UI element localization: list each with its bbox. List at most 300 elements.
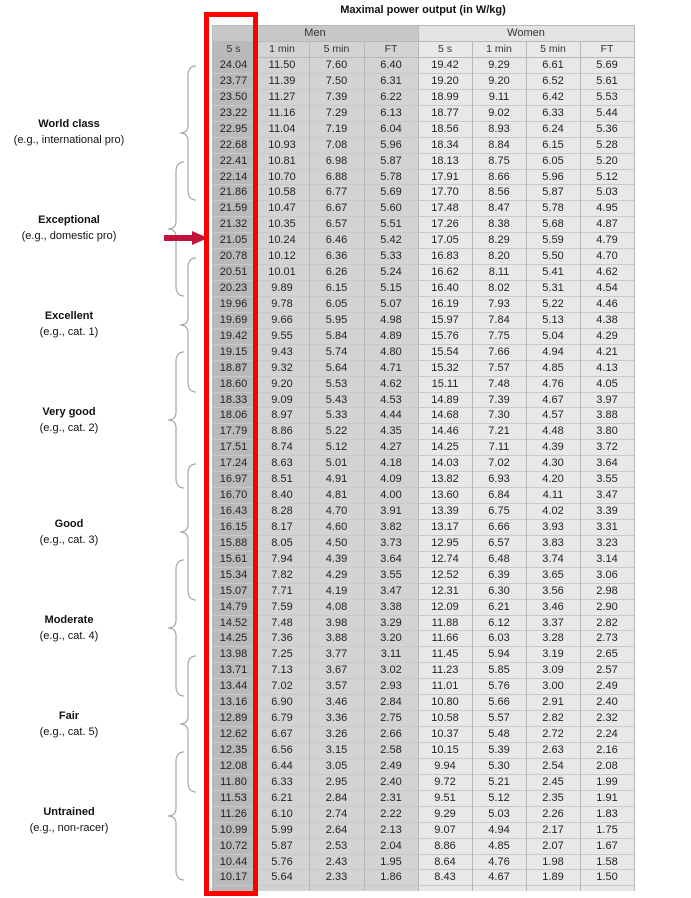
table-cell: 3.55 (380, 568, 402, 581)
category-brace (180, 258, 196, 392)
table-cell: 2.66 (380, 728, 402, 741)
table-cell: 11.66 (431, 632, 459, 645)
table-cell: 6.26 (325, 266, 348, 279)
table-cell: 4.39 (542, 441, 564, 454)
table-cell: 14.89 (431, 393, 459, 406)
table-cell: 4.62 (596, 266, 618, 279)
table-cell: 1.91 (596, 791, 618, 804)
category-label (0, 516, 138, 548)
table-cell: 2.58 (380, 743, 402, 756)
group-header-men: Men (304, 27, 326, 39)
column-header: 1 min (269, 43, 295, 55)
table-cell: 7.75 (488, 329, 510, 342)
table-cell: 2.16 (596, 743, 618, 756)
table-cell: 2.08 (596, 759, 618, 772)
table-cell: 5.24 (380, 266, 402, 279)
table-cell: 15.76 (431, 329, 459, 342)
table-cell: 14.46 (431, 425, 459, 438)
table-cell: 8.38 (488, 218, 510, 231)
table-cell: 16.15 (219, 520, 248, 533)
table-cell: 5.64 (271, 871, 293, 884)
table-cell: 7.02 (488, 457, 510, 470)
table-cell: 2.53 (325, 839, 348, 852)
category-label (0, 612, 138, 644)
table-cell: 4.13 (596, 361, 618, 374)
table-cell: 4.70 (596, 250, 618, 263)
table-cell: 3.38 (380, 600, 402, 613)
table-cell: 6.36 (325, 250, 348, 263)
table-cell: 19.96 (219, 297, 248, 310)
table-cell: 8.40 (271, 489, 293, 502)
table-cell: 9.29 (434, 807, 456, 820)
table-cell: 12.09 (431, 600, 459, 613)
table-cell: 8.20 (488, 250, 510, 263)
table-cell: 6.30 (488, 584, 510, 597)
table-cell: 16.97 (219, 473, 248, 486)
table-cell: 11.26 (220, 807, 247, 820)
table-cell: 6.13 (380, 106, 402, 119)
category-name: Exceptional (38, 214, 100, 226)
table-cell: 4.89 (380, 329, 402, 342)
table-cell: 5.69 (596, 59, 618, 71)
table-cell: 5.57 (488, 712, 510, 725)
table-cell: 6.40 (380, 59, 402, 71)
table-cell: 5.33 (325, 409, 348, 422)
table-cell: 6.84 (488, 489, 510, 502)
table-cell: 8.02 (488, 282, 510, 295)
table-cell: 19.15 (219, 345, 248, 358)
table-cell: 13.98 (219, 648, 248, 661)
table-cell: 19.42 (431, 59, 459, 71)
table-cell: 5.78 (542, 202, 564, 215)
table-cell: 23.77 (219, 74, 248, 87)
table-cell: 6.21 (488, 600, 510, 613)
table-cell: 3.88 (325, 632, 348, 645)
table-cell: 10.44 (219, 855, 248, 868)
table-cell: 11.45 (431, 648, 459, 661)
table-cell: 18.77 (431, 106, 459, 119)
group-header-women: Women (507, 27, 545, 39)
table-cell: 5.69 (380, 186, 402, 199)
table-cell: 5.53 (325, 377, 348, 390)
table-cell: 16.43 (219, 505, 248, 518)
table-cell: 2.32 (596, 712, 618, 725)
table-cell: 5.61 (596, 74, 618, 87)
table-cell: 5.78 (380, 170, 402, 183)
table-cell: 3.00 (542, 680, 564, 693)
table-cell: 11.01 (431, 680, 459, 693)
table-cell: 21.32 (219, 218, 248, 231)
category-name: Fair (58, 710, 80, 722)
table-cell: 2.82 (596, 616, 618, 629)
column-header: 5 s (437, 43, 452, 55)
table-cell: 3.80 (596, 425, 618, 438)
category-brace (168, 162, 184, 296)
table-cell: 2.22 (380, 807, 402, 820)
table-cell: 7.02 (271, 680, 293, 693)
table-cell: 10.99 (219, 823, 248, 836)
table-cell: 7.71 (271, 584, 293, 597)
category-name: Untrained (43, 806, 95, 818)
table-cell: 12.74 (431, 552, 459, 565)
table-cell: 5.03 (596, 186, 618, 199)
table-cell: 7.21 (488, 425, 510, 438)
table-cell: 2.45 (542, 775, 564, 788)
table-cell: 5.99 (271, 823, 293, 836)
table-cell: 8.64 (434, 855, 456, 868)
table-cell: 2.04 (380, 839, 402, 852)
column-header: 5 min (540, 43, 566, 55)
table-cell: 15.07 (219, 584, 248, 597)
table-cell: 5.74 (325, 345, 348, 358)
table-cell: 2.95 (325, 775, 348, 788)
table-cell: 5.53 (596, 90, 618, 103)
table-cell: 4.94 (488, 823, 510, 836)
table-cell: 9.51 (434, 791, 456, 804)
table-cell: 7.30 (488, 409, 510, 422)
table-cell: 4.21 (596, 345, 618, 358)
table-cell: 7.39 (488, 393, 510, 406)
table-cell: 11.23 (431, 664, 459, 677)
table-cell: 8.86 (434, 839, 456, 852)
table-cell: 7.60 (325, 59, 348, 71)
table-cell: 16.19 (431, 297, 459, 310)
category-label (0, 212, 138, 244)
table-cell: 10.72 (219, 839, 248, 852)
table-cell: 6.75 (488, 505, 510, 518)
table-cell: 3.67 (325, 664, 348, 677)
table-cell: 13.17 (431, 520, 459, 533)
table-cell: 2.82 (542, 712, 564, 725)
table-cell: 5.13 (542, 313, 564, 326)
table-cell: 5.22 (542, 297, 564, 310)
table-cell: 6.33 (271, 775, 293, 788)
table-cell: 3.46 (542, 600, 564, 613)
category-name: Moderate (44, 614, 94, 626)
table-cell: 3.74 (542, 552, 564, 565)
table-cell: 6.03 (488, 632, 510, 645)
table-cell: 2.75 (380, 712, 402, 725)
table-cell: 6.48 (488, 552, 510, 565)
category-brace (168, 560, 184, 696)
table-cell: 4.29 (325, 568, 348, 581)
table-cell: 3.11 (380, 648, 402, 661)
table-cell: 5.85 (488, 664, 510, 677)
table-cell: 13.16 (219, 696, 248, 709)
category-brace (180, 464, 196, 600)
table-cell: 2.33 (325, 871, 348, 884)
table-cell: 6.24 (542, 122, 564, 135)
table-cell: 7.25 (271, 648, 293, 661)
table-cell: 2.91 (542, 696, 564, 709)
table-cell: 5.44 (596, 106, 618, 119)
table-cell: 19.42 (219, 329, 248, 342)
table-cell: 3.93 (542, 520, 564, 533)
category-name: World class (38, 118, 100, 130)
table-cell: 4.67 (488, 871, 510, 884)
table-cell: 8.75 (488, 154, 510, 167)
table-cell: 4.39 (325, 552, 348, 565)
table-cell: 2.93 (380, 680, 402, 693)
category-example: (e.g., domestic pro) (21, 230, 117, 242)
table-cell: 2.74 (325, 807, 348, 820)
table-cell: 6.77 (325, 186, 348, 199)
table-cell: 10.37 (431, 728, 459, 741)
table-cell: 8.63 (271, 457, 293, 470)
table-cell: 9.43 (271, 345, 293, 358)
table-cell: 12.89 (219, 712, 248, 725)
table-cell: 2.40 (380, 775, 402, 788)
table-cell: 2.40 (596, 696, 618, 709)
table-cell: 4.95 (596, 202, 618, 215)
table-cell: 3.47 (380, 584, 402, 597)
table-cell: 18.60 (219, 377, 248, 390)
table-cell: 15.32 (431, 361, 459, 374)
table-cell: 4.81 (325, 489, 348, 502)
table-cell: 17.05 (431, 234, 459, 247)
table-cell: 5.12 (325, 441, 348, 454)
table-cell: 2.49 (380, 759, 402, 772)
arrow-icon (164, 231, 208, 245)
table-cell: 4.53 (380, 393, 402, 406)
table-cell: 5.03 (488, 807, 510, 820)
table-cell: 12.08 (219, 759, 248, 772)
table-cell: 5.01 (325, 457, 348, 470)
category-name: Good (54, 518, 84, 530)
category-name: Excellent (44, 310, 94, 322)
category-example: (e.g., international pro) (13, 134, 125, 146)
table-cell: 5.28 (596, 138, 618, 151)
table-cell: 3.57 (325, 680, 348, 693)
table-cell: 10.58 (431, 712, 459, 725)
table-cell: 3.14 (596, 552, 618, 565)
table-cell: 17.26 (431, 218, 459, 231)
table-cell: 2.35 (542, 791, 564, 804)
category-label (0, 308, 138, 340)
table-cell: 5.94 (488, 648, 510, 661)
column-header: FT (600, 43, 614, 55)
table-cell: 3.64 (380, 552, 402, 565)
table-cell: 2.24 (596, 728, 618, 741)
table-cell: 16.83 (431, 250, 459, 263)
table-cell: 11.39 (268, 74, 296, 87)
table-cell: 7.66 (488, 345, 510, 358)
table-cell: 6.21 (271, 791, 293, 804)
table-cell: 12.95 (431, 536, 459, 549)
table-cell: 6.42 (542, 90, 564, 103)
table-cell: 4.09 (380, 473, 402, 486)
column-header: 5 s (226, 43, 241, 55)
table-cell: 5.33 (380, 250, 402, 263)
table-cell: 6.67 (271, 728, 293, 741)
table-cell: 4.35 (380, 425, 402, 438)
table-cell: 1.89 (542, 871, 564, 884)
table-cell: 10.01 (268, 266, 296, 279)
table-cell: 18.56 (431, 122, 459, 135)
table-cell: 6.66 (488, 520, 510, 533)
table-cell: 9.02 (488, 106, 510, 119)
table-cell: 18.34 (431, 138, 459, 151)
table-cell: 4.11 (542, 489, 564, 502)
table-cell: 6.93 (488, 473, 510, 486)
table-cell: 8.29 (488, 234, 510, 247)
table-cell: 4.30 (542, 457, 564, 470)
table-cell: 10.58 (268, 186, 296, 199)
table-cell: 3.02 (380, 664, 402, 677)
table-cell: 5.20 (596, 154, 618, 167)
table-cell: 16.70 (219, 489, 248, 502)
table-cell: 7.19 (325, 122, 348, 135)
table-cell: 10.12 (268, 250, 296, 263)
table-cell: 11.04 (268, 122, 296, 135)
table-cell: 4.62 (380, 377, 402, 390)
table-cell: 17.91 (431, 170, 459, 183)
table-cell: 6.05 (325, 297, 348, 310)
table-cell: 14.25 (431, 441, 459, 454)
table-cell: 8.74 (271, 441, 293, 454)
table-cell: 4.60 (325, 520, 348, 533)
table-cell: 16.62 (431, 266, 459, 279)
table-cell: 7.11 (488, 441, 510, 454)
table-cell: 9.78 (271, 297, 293, 310)
table-cell: 7.48 (271, 616, 293, 629)
table-cell: 5.87 (542, 186, 564, 199)
table-cell: 4.57 (542, 409, 564, 422)
table-cell: 4.18 (380, 457, 402, 470)
category-example: (e.g., cat. 2) (39, 422, 99, 434)
table-cell: 3.56 (542, 584, 564, 597)
power-table (212, 0, 634, 898)
table-cell: 9.11 (488, 90, 510, 103)
column-header: FT (384, 43, 398, 55)
table-cell: 5.51 (380, 218, 402, 231)
table-cell: 6.04 (380, 122, 402, 135)
table-cell: 6.31 (380, 74, 402, 87)
table-cell: 2.49 (596, 680, 618, 693)
table-cell: 3.20 (380, 632, 402, 645)
table-cell: 1.50 (596, 871, 618, 884)
table-cell: 10.15 (431, 743, 459, 756)
table-cell: 5.41 (542, 266, 564, 279)
table-cell: 3.19 (542, 648, 564, 661)
table-cell: 9.89 (271, 282, 293, 295)
table-cell: 9.32 (271, 361, 293, 374)
table-cell: 14.68 (431, 409, 459, 422)
table-cell: 5.68 (542, 218, 564, 231)
table-cell: 4.85 (488, 839, 510, 852)
table-cell: 4.29 (596, 329, 618, 342)
table-cell: 3.31 (596, 520, 618, 533)
category-example: (e.g., cat. 1) (39, 326, 99, 338)
table-cell: 11.27 (268, 90, 296, 103)
table-cell: 5.21 (488, 775, 510, 788)
table-cell: 12.62 (219, 728, 248, 741)
table-cell: 7.57 (488, 361, 510, 374)
table-cell: 4.44 (380, 409, 402, 422)
category-brace (180, 66, 196, 200)
table-cell: 14.52 (219, 616, 248, 629)
table-cell: 5.96 (380, 138, 402, 151)
table-cell: 4.19 (325, 584, 348, 597)
table-cell: 2.54 (542, 759, 564, 772)
table-cell: 3.83 (542, 536, 564, 549)
table-cell: 2.72 (542, 728, 564, 741)
table-cell: 8.11 (488, 266, 510, 279)
table-cell: 5.04 (542, 329, 564, 342)
table-cell: 3.91 (380, 505, 402, 518)
table-cell: 6.05 (542, 154, 564, 167)
table-cell: 7.82 (271, 568, 293, 581)
table-cell: 11.53 (220, 791, 247, 804)
category-brace (168, 752, 184, 880)
table-cell: 5.12 (488, 791, 510, 804)
table-cell: 6.56 (271, 743, 293, 756)
table-cell: 8.56 (488, 186, 510, 199)
table-cell: 3.64 (596, 457, 618, 470)
table-cell: 3.36 (325, 712, 348, 725)
table-cell: 3.39 (596, 505, 618, 518)
table-cell: 4.46 (596, 297, 618, 310)
table-cell: 5.50 (542, 250, 564, 263)
table-cell: 4.70 (325, 505, 348, 518)
table-cell: 7.36 (271, 632, 293, 645)
table-cell: 4.08 (325, 600, 348, 613)
table-cell: 21.05 (219, 234, 248, 247)
table-cell: 10.24 (268, 234, 296, 247)
table-cell: 3.37 (542, 616, 564, 629)
table-cell: 4.91 (325, 473, 348, 486)
table-cell: 5.76 (271, 855, 293, 868)
table-cell: 6.88 (325, 170, 348, 183)
table-cell: 4.94 (542, 345, 564, 358)
table-cell: 1.58 (596, 855, 618, 868)
table-cell: 5.66 (488, 696, 510, 709)
table-cell: 6.44 (271, 759, 293, 772)
category-brace (180, 656, 196, 792)
table-cell: 14.03 (431, 457, 459, 470)
table-cell: 4.50 (325, 536, 348, 549)
table-cell: 9.29 (488, 59, 510, 71)
table-cell: 8.51 (271, 473, 293, 486)
table-cell: 21.86 (219, 186, 248, 199)
table-cell: 4.27 (380, 441, 402, 454)
table-cell: 3.29 (380, 616, 402, 629)
table-cell: 19.69 (219, 313, 248, 326)
table-cell: 16.40 (431, 282, 459, 295)
table-cell: 6.15 (325, 282, 348, 295)
table-cell: 2.98 (596, 584, 618, 597)
table-cell: 2.84 (325, 791, 348, 804)
table-cell: 22.41 (219, 154, 248, 167)
table-cell: 22.95 (219, 122, 248, 135)
table-cell: 17.48 (431, 202, 459, 215)
table-cell: 9.20 (488, 74, 510, 87)
table-cell: 2.43 (325, 855, 348, 868)
table-cell: 18.33 (219, 393, 248, 406)
table-cell: 3.73 (380, 536, 402, 549)
table-cell: 5.59 (542, 234, 564, 247)
table-cell: 17.79 (219, 425, 248, 438)
table-cell: 9.09 (271, 393, 293, 406)
table-cell: 4.71 (380, 361, 402, 374)
table-cell: 17.51 (219, 441, 248, 454)
category-example: (e.g., cat. 3) (39, 534, 99, 546)
table-cell: 13.82 (431, 473, 459, 486)
table-cell: 1.98 (542, 855, 564, 868)
table-cell: 14.79 (219, 600, 248, 613)
table-cell: 3.77 (325, 648, 348, 661)
table-cell: 7.48 (488, 377, 510, 390)
